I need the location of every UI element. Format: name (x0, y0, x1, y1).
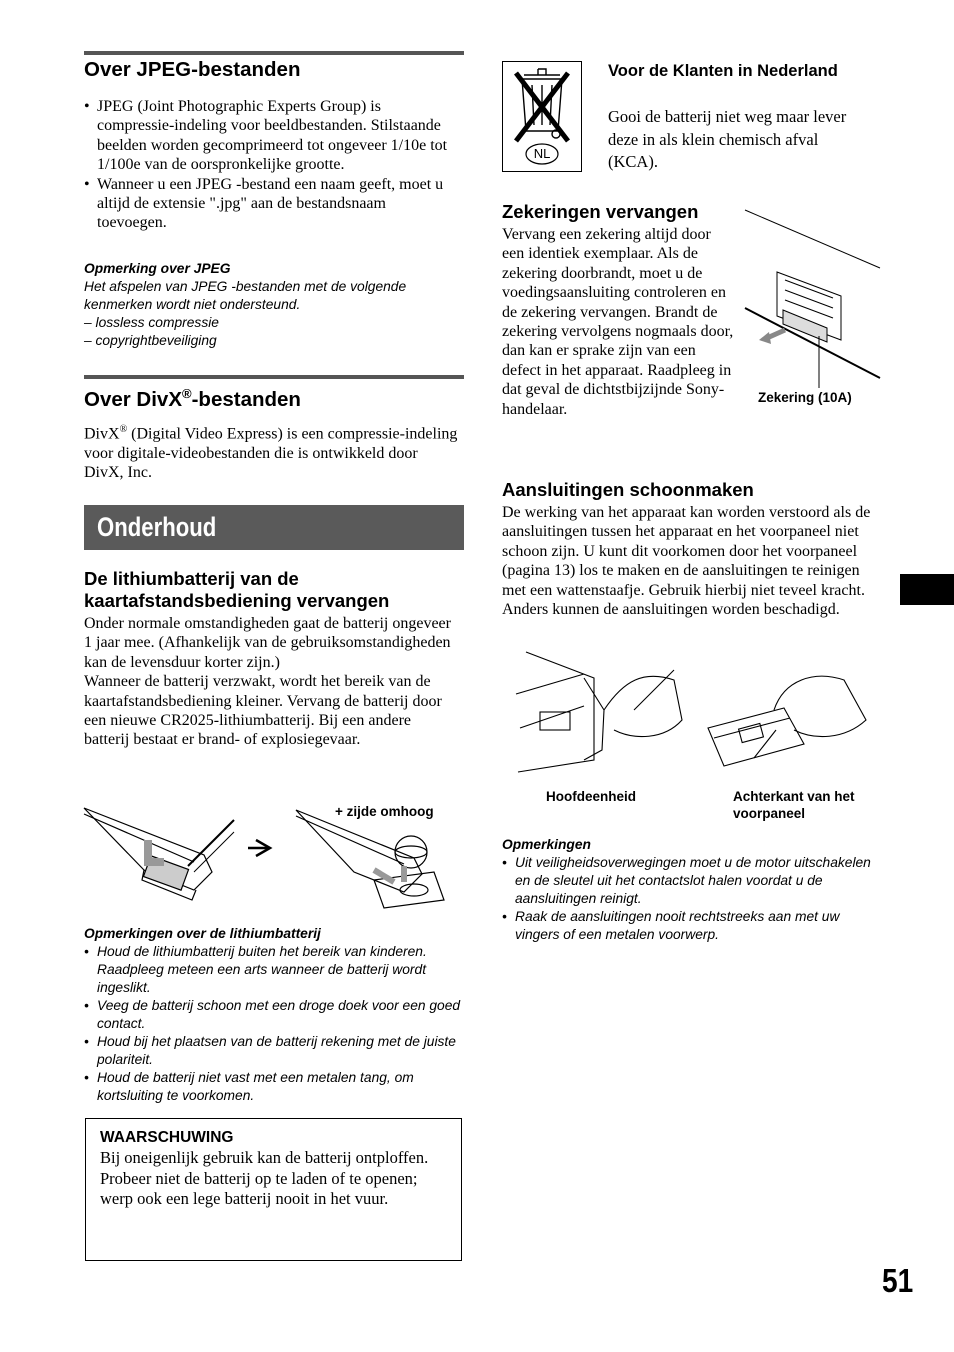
divx-body: DivX® (Digital Video Express) is een compressie-indeling voor digitale-videobestanden die is ontwikkeld door DivX, Inc. (84, 424, 458, 482)
nl-notice-body: Gooi de batterij niet weg maar lever deze in als klein chemisch afval (KCA). (608, 107, 847, 171)
list-item: • Wanneer u een JPEG -bestand een naam geeft, moet u altijd de extensie ".jpg" aan de bestandsnaam toevoegen. (84, 175, 459, 233)
connections-notes-title: Opmerkingen (502, 837, 591, 852)
list-item: • JPEG (Joint Photographic Experts Group) is compressie-indeling voor beeldbestanden. Stilstaande beelden worden gecomprimeerd tot ongeveer 1/10e tot 1/100e van de oorspronkelijke grootte. (84, 97, 459, 175)
list-item: • Veeg de batterij schoon met een droge doek voor een goed contact. (84, 997, 462, 1033)
jpeg-note-line: Het afspelen van JPEG -bestanden met de volgende kenmerken wordt niet ondersteund. (84, 279, 407, 312)
battery-paragraph: Onder normale omstandigheden gaat de batterij ongeveer 1 jaar mee. (Afhankelijk van de gebruiksomstandigheden kan de levensduur korter zijn.) (84, 615, 451, 671)
battery-figure-caption: + zijde omhoog (335, 804, 434, 819)
nl-badge: NL (533, 146, 551, 161)
warning-line: Probeer niet de batterij op te laden of te openen; werp ook een lege batterij nooit in het vuur. (100, 1168, 418, 1208)
connections-notes-list (502, 854, 880, 944)
page-number: 51 (882, 1262, 914, 1299)
list-item: • Houd de batterij niet vast met een metalen tang, om kortsluiting te voorkomen. (84, 1069, 462, 1105)
battery-body (84, 614, 459, 750)
section-rule (84, 375, 464, 379)
battery-notes (84, 925, 462, 1105)
connections-illustration (514, 650, 884, 780)
battery-paragraph: Wanneer de batterij verzwakt, wordt het bereik van de kaartafstandsbediening kleiner. Vervang de batterij door een nieuwe CR2025-lithiumbatterij. Bij een andere batterij bestaat er brand- of explosiegevaar. (84, 673, 442, 749)
fuse-illustration (745, 210, 885, 380)
section-rule (84, 51, 464, 55)
warning-title: WAARSCHUWING (100, 1129, 234, 1146)
connections-body: De werking van het apparaat kan worden verstoord als de aansluitingen tussen het apparaat en het voorpaneel niet schoon zijn. U kunt dit voorkomen door het voorpaneel (pagina 13) los te maken en de aansluitingen te reinigen met een wattenstaafje. Gebruik hierbij niet teveel kracht. Anders kunnen de aansluitingen worden beschadigd. (502, 504, 871, 619)
divx-heading: Over DivX®-bestanden (84, 386, 301, 411)
jpeg-heading: Over JPEG-bestanden (84, 58, 301, 81)
connections-heading: Aansluitingen schoonmaken (502, 479, 754, 500)
section-title: Onderhoud (97, 512, 217, 542)
section-banner (84, 505, 464, 550)
jpeg-note-line: – lossless compressie (84, 315, 219, 330)
chapter-tab-marker (900, 574, 954, 605)
battery-notes-list (84, 943, 462, 1105)
caption-main-unit: Hoofdeenheid (546, 789, 636, 804)
fuse-heading: Zekeringen vervangen (502, 201, 699, 222)
battery-heading: De lithiumbatterij van de kaartafstandsbediening vervangen (84, 568, 390, 611)
jpeg-note-title: Opmerking over JPEG (84, 261, 231, 276)
list-item: • Houd de lithiumbatterij buiten het bereik van kinderen. Raadpleeg meteen een arts wanneer de batterij wordt ingeslikt. (84, 943, 462, 997)
warning-body (100, 1148, 450, 1210)
caption-front-panel-back: Achterkant van het voorpaneel (733, 789, 855, 821)
warning-box (85, 1118, 462, 1261)
jpeg-bullet-list (84, 97, 459, 233)
jpeg-note-line: – copyrightbeveiliging (84, 333, 217, 348)
list-item: • Houd bij het plaatsen van de batterij rekening met de juiste polariteit. (84, 1033, 462, 1069)
connections-notes (502, 836, 880, 944)
warning-line: Bij oneigenlijk gebruik kan de batterij ontploffen. (100, 1148, 429, 1167)
battery-notes-title: Opmerkingen over de lithiumbatterij (84, 926, 321, 941)
fuse-body: Vervang een zekering altijd door een identiek exemplaar. Als de zekering doorbrandt, moet u de voedingsaansluiting controleren en de zekering vervangen. Brandt de zekering vervolgens nogmaals door, dan kan er sprake zijn van een defect in het apparaat. Raadpleeg in dat geval de dichtstbijzijnde Sony-handelaar. (502, 226, 734, 418)
fuse-figure-label: Zekering (10A) (758, 390, 852, 405)
jpeg-note (84, 260, 462, 350)
nl-notice-title: Voor de Klanten in Nederland (608, 62, 838, 80)
list-item: • Uit veiligheidsoverwegingen moet u de motor uitschakelen en de sleutel uit het contactslot halen voordat u de aansluitingen reinigt. (502, 854, 880, 908)
list-item: • Raak de aansluitingen nooit rechtstreeks aan met uw vingers of een metalen voorwerp. (502, 908, 880, 944)
